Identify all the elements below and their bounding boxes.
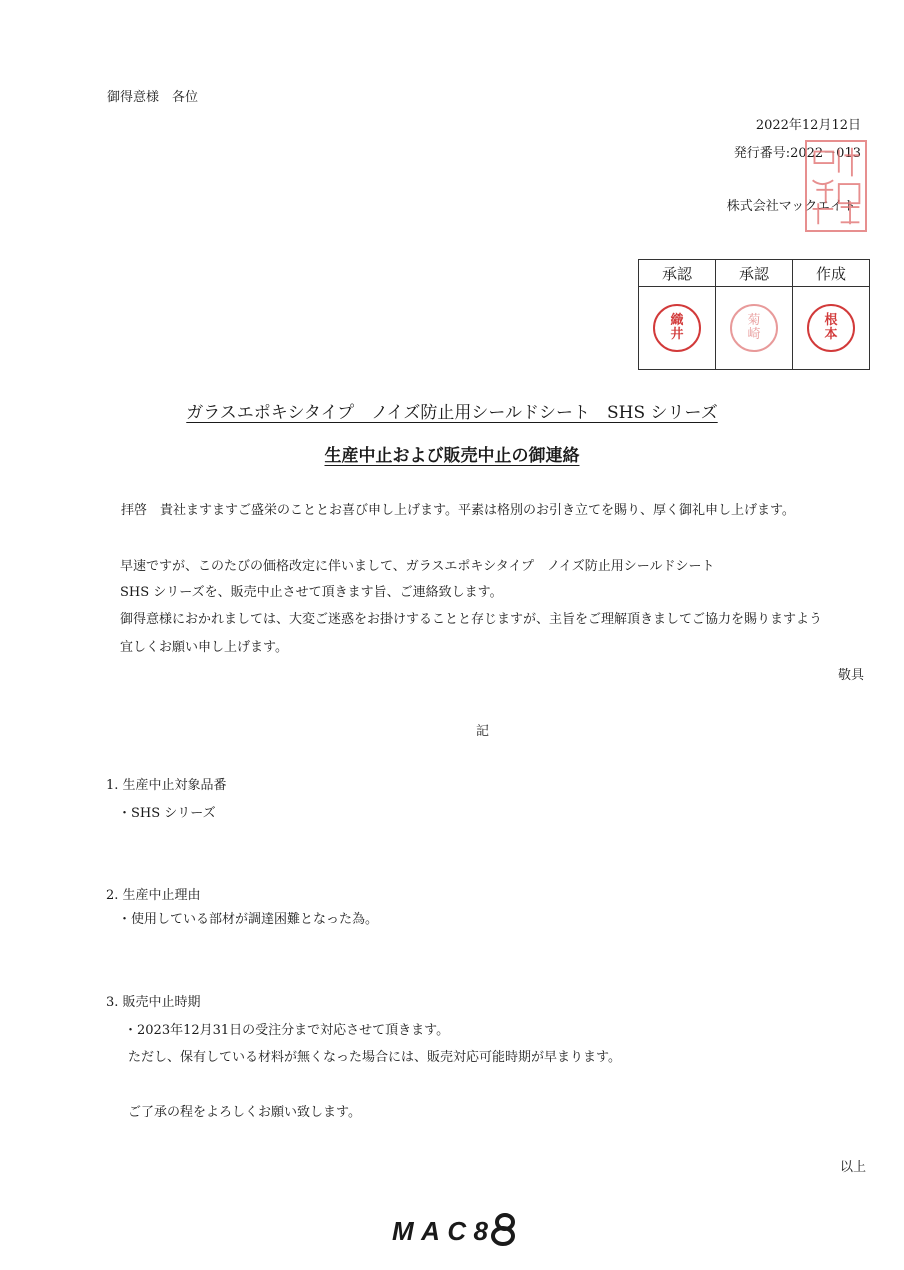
recipient: 御得意様 各位	[107, 90, 199, 105]
mac8-logo	[392, 1212, 520, 1246]
creator-stamp-cell	[793, 287, 870, 370]
approval-stamp-cell-1	[639, 287, 716, 370]
end-mark: 以上	[839, 1160, 866, 1175]
greeting-paragraph: 拝啓 貴社ますますご盛栄のこととお喜び申し上げます。平素は格別のお引き立てを賜り、厚く御礼申し上げます。	[121, 503, 795, 518]
personal-seal-stamp: 菊 崎	[730, 304, 778, 352]
personal-seal-stamp: 織 井	[653, 304, 701, 352]
body-line-4: 宜しくお願い申し上げます。	[120, 640, 288, 655]
closing-keigu: 敬具	[837, 668, 864, 683]
body-line-1: 早速ですが、このたびの価格改定に伴いまして、ガラスエポキシタイプ ノイズ防止用シールドシート	[120, 559, 715, 574]
issue-date: 2022年12月12日	[755, 118, 861, 133]
approval-stamp-cell-2	[716, 287, 793, 370]
request-line: ご了承の程をよろしくお願い致します。	[128, 1105, 361, 1120]
company-name: 株式会社マックエイト	[726, 199, 856, 214]
section-heading-3: 3. 販売中止時期	[106, 995, 201, 1010]
personal-seal-stamp: 根 本	[807, 304, 855, 352]
approval-header-1: 承認	[639, 260, 716, 287]
body-line-2: SHS シリーズを、販売中止させて頂きます旨、ご連絡致します。	[120, 585, 503, 600]
company-seal-stamp	[805, 140, 867, 232]
section-item-3a: ・2023年12月31日の受注分まで対応させて頂きます。	[124, 1023, 450, 1038]
approval-box	[638, 259, 870, 370]
issue-number: 発行番号:2022－013	[733, 146, 861, 161]
section-heading-2: 2. 生産中止理由	[106, 888, 201, 903]
ki-mark: 記	[476, 724, 490, 739]
approval-header-2: 承認	[716, 260, 793, 287]
creator-header: 作成	[793, 260, 870, 287]
document-subtitle: 生産中止および販売中止の御連絡	[324, 446, 580, 466]
body-line-3: 御得意様におかれましては、大変ご迷惑をお掛けすることと存じますが、主旨をご理解頂きましてご協力を賜りますよう	[120, 612, 823, 627]
section-item-1: ・SHS シリーズ	[118, 806, 216, 821]
section-item-2: ・使用している部材が調達困難となった為。	[118, 912, 379, 927]
logo-text: MAC8	[392, 1216, 488, 1246]
section-item-3b: ただし、保有している材料が無くなった場合には、販売対応可能時期が早まります。	[128, 1050, 621, 1065]
section-heading-1: 1. 生産中止対象品番	[106, 778, 227, 793]
document-title: ガラスエポキシタイプ ノイズ防止用シールドシート SHS シリーズ	[186, 403, 718, 423]
